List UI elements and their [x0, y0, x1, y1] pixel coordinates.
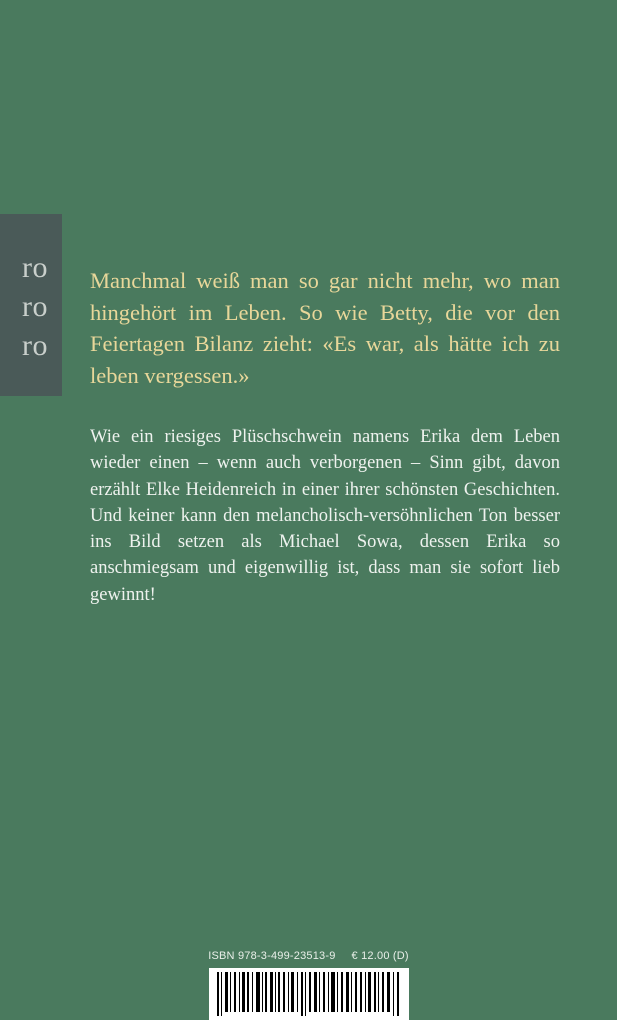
- ean-13-barcode: [209, 968, 409, 1020]
- blurb-lead-text: Manchmal weiß man so gar nicht mehr, wo man hingehört im Leben. So wie Betty, die vor den Feiertagen Bilanz zieht: «Es war, als hätte ich zu leben vergessen.»: [90, 268, 560, 388]
- blurb-body-text: Wie ein riesiges Plüschschwein namens Erika dem Leben wieder einen – wenn auch verborgenen – Sinn gibt, davon erzählt Elke Heidenreich in einer ihrer schönsten Geschichten. Und keiner kann den melancholisch-versöhnlichen Ton besser ins Bild setzen als Michael Sowa, dessen Erika so anschmiegsam und eigenwillig ist, dass man sie sofort lieb gewinnt!: [90, 427, 560, 605]
- publisher-logo-line-2: ro: [22, 289, 48, 323]
- cover-footer: [0, 950, 617, 1020]
- publisher-logo-line-3: ro: [22, 328, 48, 362]
- price-text: € 12.00 (D): [351, 950, 409, 962]
- publisher-logo: [0, 214, 62, 396]
- isbn-price-row: [0, 950, 617, 968]
- publisher-logo-line-1: ro: [22, 250, 48, 284]
- isbn-text: ISBN 978-3-499-23513-9: [208, 950, 336, 962]
